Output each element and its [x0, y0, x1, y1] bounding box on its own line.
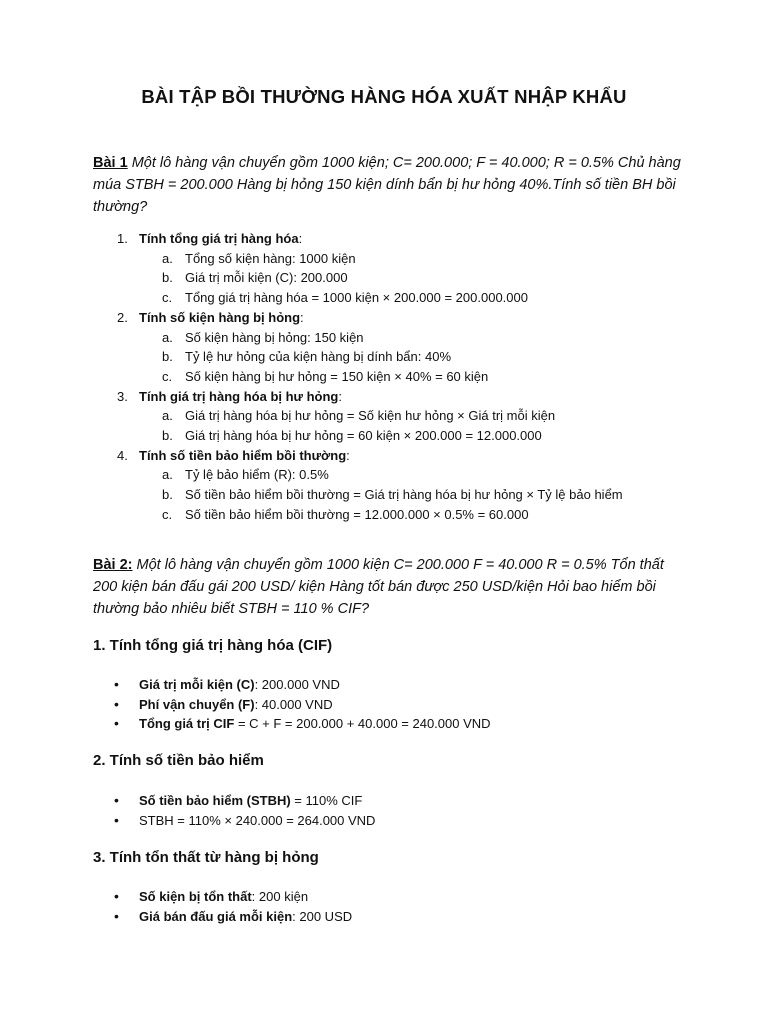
substep-item: Tỷ lệ hư hỏng của kiện hàng bị dính bẩn: 40% [185, 349, 451, 365]
substep-item: Số kiện hàng bị hư hỏng = 150 kiện × 40% = 60 kiện [185, 368, 489, 384]
exercise-2-text: Một lô hàng vận chuyển gồm 1000 kiện C= 200.000 F = 40.000 R = 0.5% Tổn thất 200 kiện bán đấu gái 200 USD/ kiện Hàng tốt bán được 250 USD/kiện Hỏi bao hiểm bồi thường bảo nhiêu biết STBH = 110 % CIF? [93, 557, 664, 617]
step-item: Tính giá trị hàng hóa bị hư hỏng: Giá trị hàng hóa bị hư hỏng = Số kiện hư hỏng × Giá trị mỗi kiện Giá trị hàng hóa bị hư hỏng = 60 kiện × 200.000 = 12.000.000 [139, 387, 739, 446]
bullet-text: : 200 kiện [251, 889, 309, 904]
bullet-item [139, 695, 491, 715]
step-heading: Tính giá trị hàng hóa bị hư hỏng [139, 388, 339, 404]
bullet-text: : 200.000 VND [254, 677, 340, 692]
bullet-bold: Giá trị mỗi kiện (C) [139, 677, 255, 692]
bullet-item [139, 907, 352, 927]
bullet-text: : 200 USD [292, 908, 353, 924]
bullet-bold: Giá bán đấu giá mỗi kiện [139, 908, 293, 924]
substep-item: Giá trị hàng hóa bị hư hỏng = 60 kiện × 200.000 = 12.000.000 [185, 428, 542, 444]
bullet-text: : 40.000 VND [254, 696, 333, 712]
bullet-bold: Phí vận chuyển (F) [139, 696, 255, 712]
section-heading: 2. Tính số tiền bảo hiểm [93, 752, 264, 769]
substep-list [139, 465, 739, 524]
step-heading: Tính số tiền bảo hiểm bồi thường [139, 447, 347, 463]
exercise-1-steps [93, 229, 739, 525]
bullet-text: STBH = 110% × 240.000 = 264.000 VND [139, 812, 376, 828]
bullet-text: = 110% CIF [290, 793, 363, 808]
substep-item: Tổng số kiện hàng: 1000 kiện [185, 250, 356, 266]
step-item: Tính số tiền bảo hiểm bồi thường: Tỷ lệ bảo hiểm (R): 0.5% Số tiền bảo hiểm bồi thường = Giá trị hàng hóa bị hư hỏng × Tỷ lệ bảo hiểm Số tiền bảo hiểm bồi thường = 12.000.000 × 0.5% = 60.000 [139, 446, 739, 525]
bullet-text: = C + F = 200.000 + 40.000 = 240.000 VND [234, 716, 491, 731]
substep-list [139, 328, 739, 387]
substep-item: Tỷ lệ bảo hiểm (R): 0.5% [185, 467, 329, 483]
substep-list [139, 249, 739, 308]
step-heading: Tính tổng giá trị hàng hóa [139, 231, 299, 246]
substep-list [139, 406, 739, 445]
section-bullet-list [93, 675, 491, 734]
step-heading: Tính số kiện hàng bị hỏng [139, 309, 301, 325]
section-heading: 3. Tính tổn thất từ hàng bị hỏng [93, 849, 319, 866]
exercise-2-label: Bài 2: [93, 557, 133, 573]
bullet-bold: Số tiền bảo hiểm (STBH) [139, 793, 291, 808]
bullet-item [139, 791, 375, 811]
substep-item: Số tiền bảo hiểm bồi thường = Giá trị hàng hóa bị hư hỏng × Tỷ lệ bảo hiểm [185, 487, 623, 503]
section-bullet-list [93, 887, 352, 926]
exercise-2-statement [93, 554, 683, 620]
substep-item: Số tiền bảo hiểm bồi thường = 12.000.000 × 0.5% = 60.000 [185, 506, 529, 522]
bullet-item [139, 714, 491, 734]
exercise-1-label: Bài 1 [93, 155, 128, 171]
substep-item: Giá trị hàng hóa bị hư hỏng = Số kiện hư hỏng × Giá trị mỗi kiện [185, 408, 556, 424]
step-item: Tính tổng giá trị hàng hóa: Tổng số kiện hàng: 1000 kiện Giá trị mỗi kiện (C): 200.000 Tổng giá trị hàng hóa = 1000 kiện × 200.000 = 200.000.000 [139, 229, 739, 308]
bullet-item [139, 811, 375, 831]
substep-item: Số kiện hàng bị hỏng: 150 kiện [185, 329, 364, 345]
section-bullet-list [93, 791, 375, 830]
bullet-item [139, 675, 491, 695]
substep-item: Tổng giá trị hàng hóa = 1000 kiện × 200.000 = 200.000.000 [185, 290, 528, 306]
document-title: BÀI TẬP BỒI THƯỜNG HÀNG HÓA XUẤT NHẬP KHẨU [141, 86, 627, 107]
bullet-item [139, 887, 352, 907]
exercise-1-statement [93, 152, 683, 218]
bullet-bold: Số kiện bị tổn thất [139, 889, 252, 904]
bullet-bold: Tổng giá trị CIF [139, 716, 235, 731]
exercise-1-text: Một lô hàng vận chuyển gồm 1000 kiện; C= 200.000; F = 40.000; R = 0.5% Chủ hàng múa STBH = 200.000 Hàng bị hỏng 150 kiện dính bẩn bị hư hỏng 40%.Tính số tiền BH bồi thường? [93, 155, 681, 215]
substep-item: Giá trị mỗi kiện (C): 200.000 [185, 270, 348, 286]
step-item: Tính số kiện hàng bị hỏng: Số kiện hàng bị hỏng: 150 kiện Tỷ lệ hư hỏng của kiện hàng bị dính bẩn: 40% Số kiện hàng bị hư hỏng = 150 kiện × 40% = 60 kiện [139, 308, 739, 387]
section-heading: 1. Tính tổng giá trị hàng hóa (CIF) [93, 637, 333, 654]
